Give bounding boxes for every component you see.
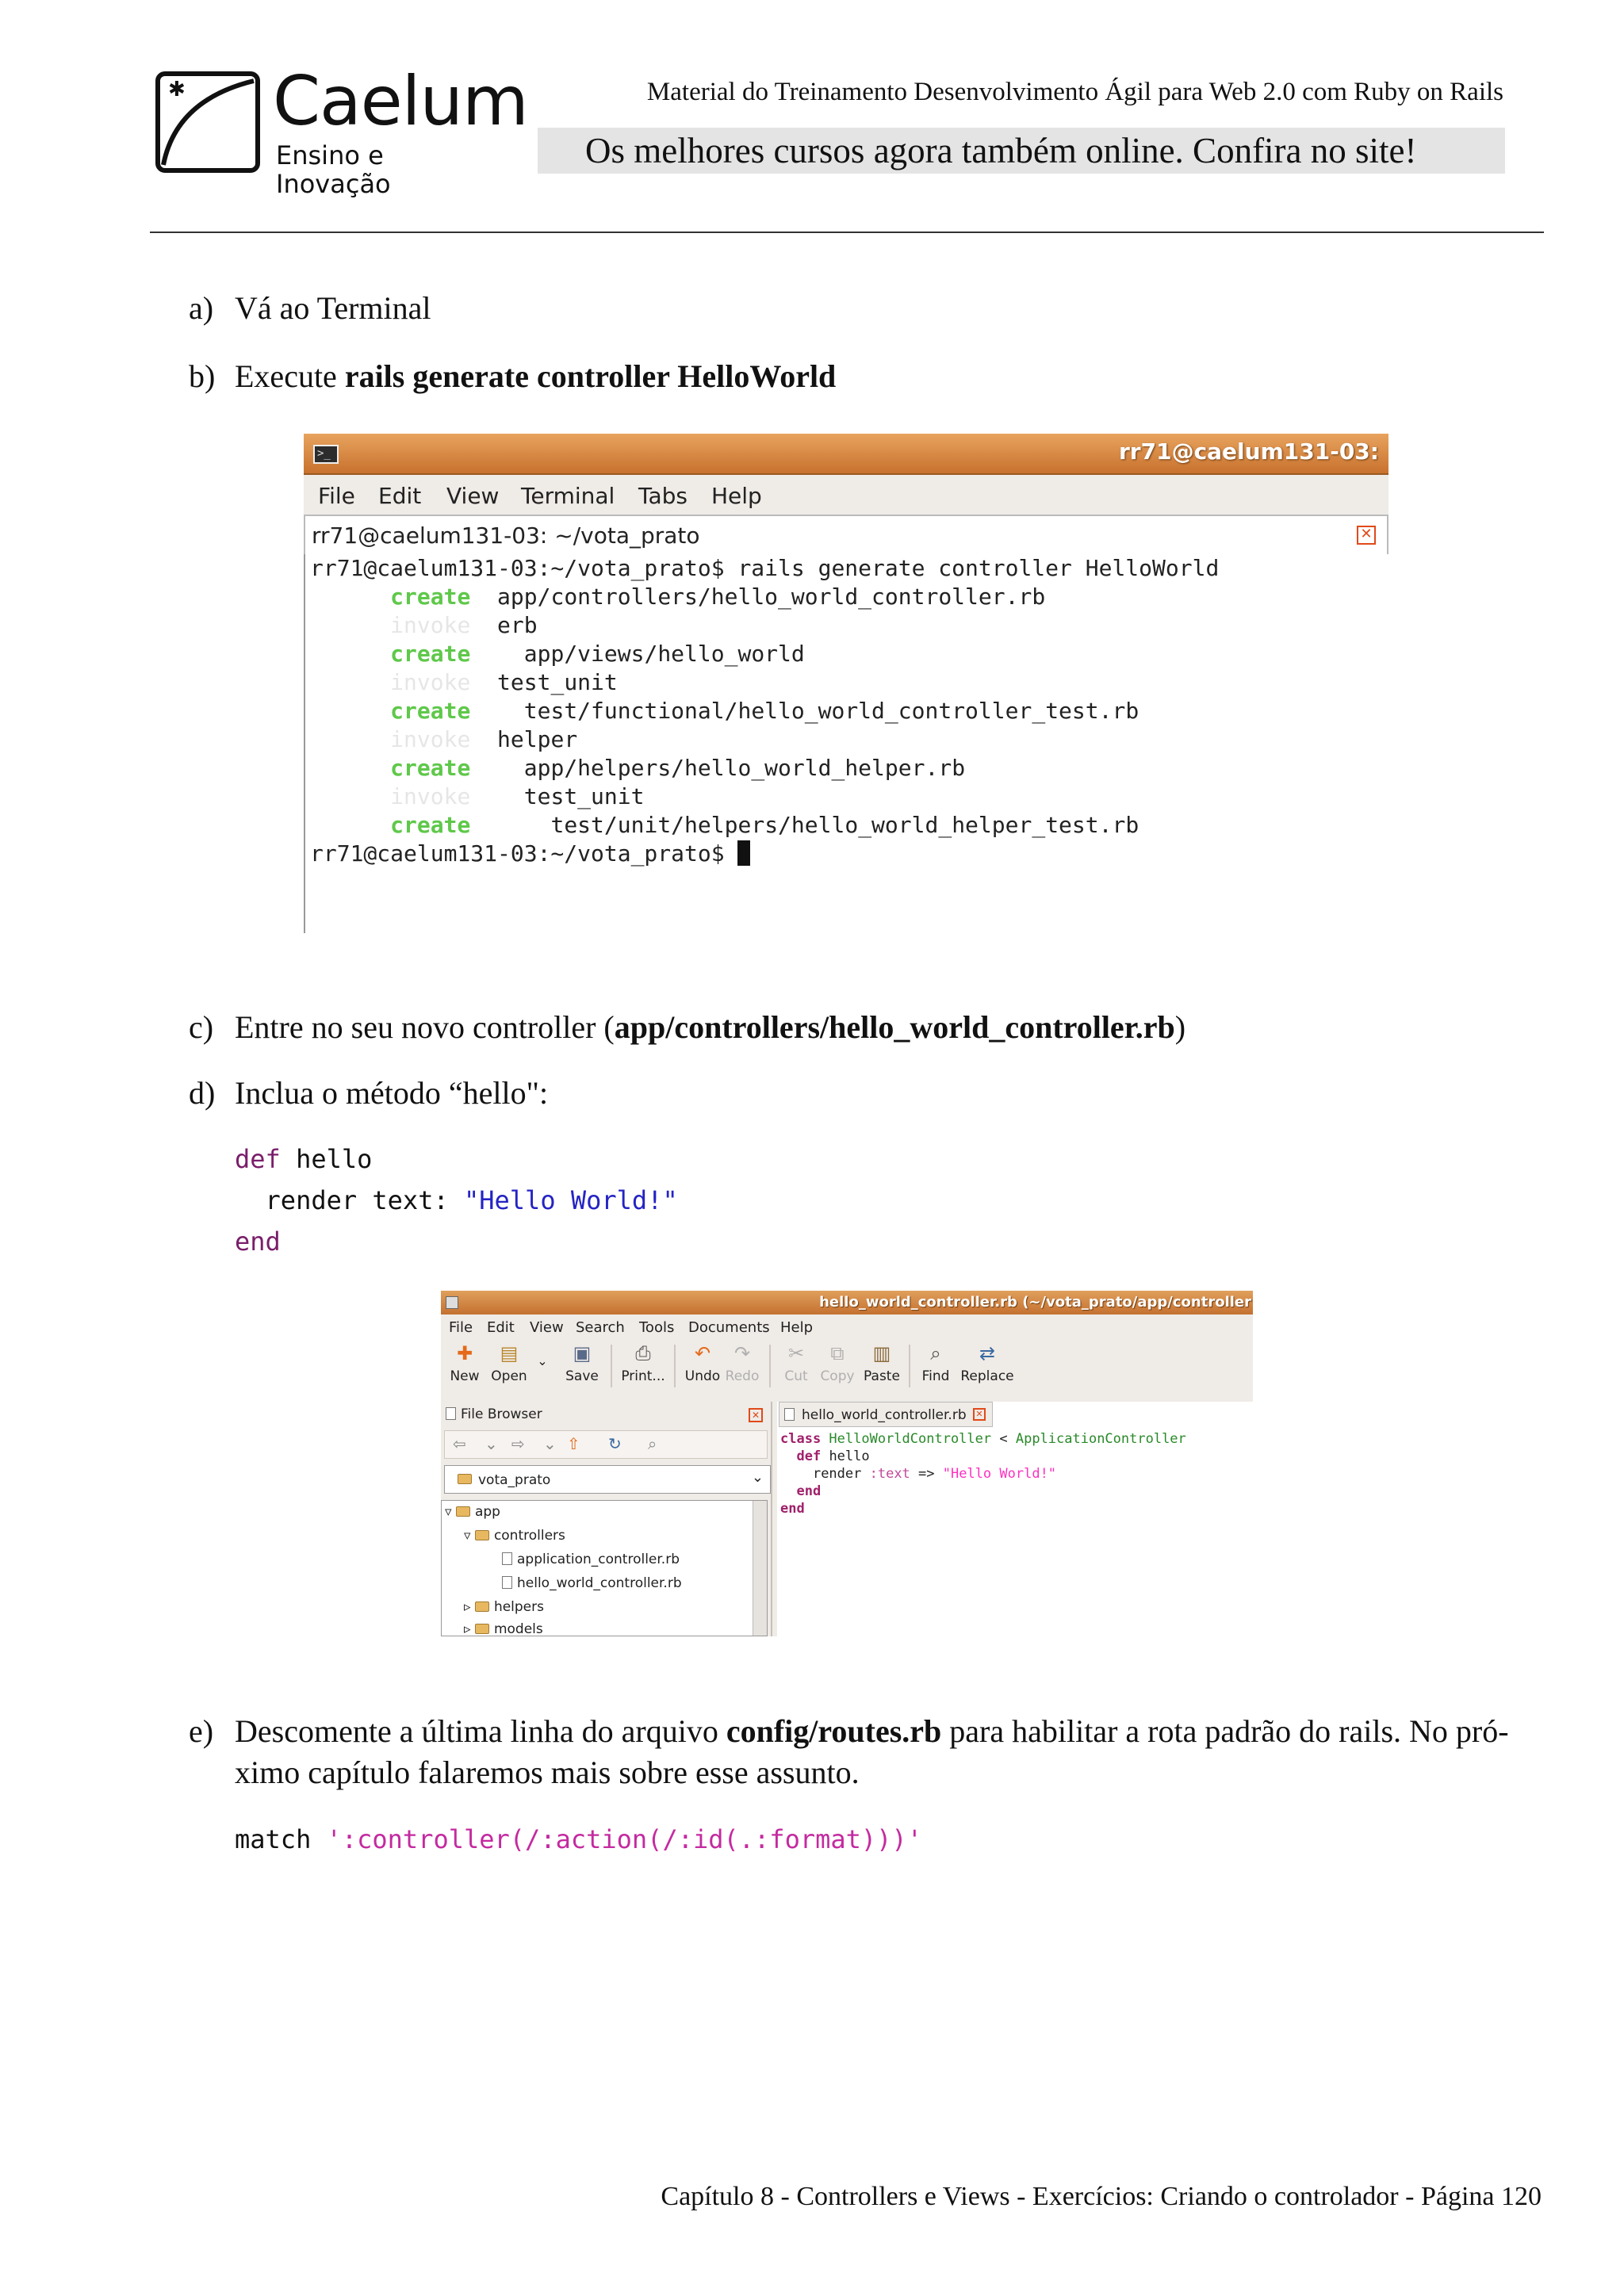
terminal-action: invoke (390, 783, 471, 809)
step-label: e) (189, 1713, 214, 1749)
step-text: Vá ao Terminal (235, 290, 431, 326)
chevron-down-icon[interactable]: ⌄ (485, 1434, 498, 1453)
editor-tab-title: hello_world_controller.rb (802, 1407, 967, 1423)
terminal-line (310, 754, 965, 783)
paste-button[interactable] (860, 1341, 904, 1391)
tree-item-label: helpers (493, 1599, 544, 1615)
menu-tabs[interactable]: Tabs (638, 483, 688, 509)
undo-icon: ↶ (694, 1342, 711, 1364)
open-button[interactable] (487, 1341, 531, 1391)
step-label: d) (189, 1075, 216, 1111)
header-course-title: Material do Treinamento Desenvolvimento Ágil para Web 2.0 com Ruby on Rails (646, 78, 1503, 106)
code-keyword: end (796, 1483, 822, 1499)
toolbar-label: Paste (864, 1368, 900, 1384)
gedit-titlebar (441, 1291, 1253, 1314)
chevron-down-icon: ⌄ (537, 1353, 548, 1368)
redo-button[interactable] (720, 1341, 764, 1391)
find-icon: ⌕ (930, 1342, 941, 1364)
gedit-screenshot (441, 1291, 1253, 1636)
up-icon[interactable]: ⇧ (567, 1434, 580, 1453)
step-label: c) (189, 1009, 214, 1045)
terminal-line (310, 697, 1139, 725)
terminal-action: create (390, 698, 471, 724)
step-path: app/controllers/hello_world_controller.rb (614, 1009, 1175, 1045)
terminal-line (310, 668, 618, 697)
code-keyword: end (780, 1501, 805, 1517)
filter-icon[interactable]: ⌕ (648, 1434, 657, 1453)
panel-title-text: File Browser (461, 1406, 542, 1422)
step-d (189, 1073, 548, 1114)
cursor (737, 840, 750, 866)
step-label: b) (189, 358, 216, 394)
toolbar-label: Redo (725, 1368, 760, 1384)
terminal-indent (470, 783, 523, 809)
terminal-action: create (390, 812, 471, 838)
menu-view[interactable]: View (530, 1319, 564, 1336)
logo-mark (155, 71, 260, 173)
toolbar-label: Save (565, 1368, 599, 1384)
terminal-screenshot (304, 434, 1388, 933)
expander-closed-icon: ▹ (464, 1599, 475, 1615)
menu-file[interactable]: File (449, 1319, 473, 1336)
star-icon: ✱ (168, 78, 186, 101)
toolbar-separator (674, 1345, 676, 1387)
terminal-path: test/unit/helpers/hello_world_helper_test.rb (550, 812, 1139, 838)
step-text: Execute (235, 358, 345, 394)
file-browser-nav (444, 1430, 768, 1459)
paste-icon: ▥ (872, 1342, 891, 1364)
file-tree (441, 1500, 768, 1636)
refresh-icon[interactable]: ↻ (608, 1434, 622, 1453)
terminal-prompt-line (310, 840, 750, 868)
close-icon[interactable]: ✕ (1357, 526, 1376, 545)
terminal-action: invoke (390, 726, 471, 752)
toolbar-label: New (450, 1368, 480, 1384)
open-recent-dropdown[interactable] (531, 1341, 550, 1391)
folder-icon (458, 1474, 472, 1484)
expander-open-icon: ▿ (445, 1504, 456, 1520)
close-icon[interactable]: ✕ (749, 1408, 763, 1422)
terminal-icon: >_ (313, 445, 339, 464)
new-button[interactable] (442, 1341, 487, 1391)
step-text-after: para habilitar a rota padrão do rails. No pró- (941, 1713, 1509, 1749)
toolbar-label: Open (491, 1368, 527, 1384)
terminal-indent (470, 584, 497, 610)
close-icon[interactable]: ✕ (973, 1408, 986, 1421)
code-string: ':controller(/:action(/:id(.:format)))' (326, 1824, 922, 1854)
redo-icon: ↷ (733, 1342, 751, 1364)
code-keyword: def (796, 1448, 822, 1464)
gedit-app-icon (446, 1296, 458, 1309)
terminal-indent (470, 612, 497, 638)
tree-item[interactable] (464, 1599, 544, 1615)
code-keyword: def (235, 1144, 281, 1174)
folder-selector-value: vota_prato (478, 1472, 551, 1488)
forward-icon[interactable]: ⇨ (511, 1434, 525, 1453)
code-operator: => (910, 1466, 943, 1482)
toolbar-label: Replace (960, 1368, 1014, 1384)
terminal-tab[interactable] (304, 515, 1388, 554)
tree-item-label: models (493, 1621, 543, 1636)
terminal-action: create (390, 641, 471, 667)
terminal-action: create (390, 584, 471, 610)
terminal-menubar (304, 475, 1388, 515)
terminal-path: app/views/hello_world (523, 641, 805, 667)
terminal-indent (470, 669, 497, 695)
step-label: a) (189, 290, 214, 326)
folder-icon (456, 1506, 470, 1517)
step-e-continuation: ximo capítulo falaremos mais sobre esse assunto. (235, 1755, 860, 1790)
code-text: hello (280, 1144, 373, 1174)
menu-terminal[interactable]: Terminal (521, 483, 615, 509)
menu-tools[interactable]: Tools (639, 1319, 675, 1336)
code-hello-line-3 (235, 1221, 281, 1262)
folder-icon (475, 1530, 489, 1540)
header-promo-text: Os melhores cursos agora também online. Confira no site! (585, 131, 1417, 170)
back-icon[interactable]: ⇦ (453, 1434, 466, 1453)
tree-item[interactable] (502, 1575, 682, 1591)
terminal-title: rr71@caelum131-03: (1118, 438, 1379, 465)
terminal-titlebar (304, 434, 1388, 475)
open-icon: ▤ (500, 1342, 519, 1364)
tree-item-label: app (474, 1504, 500, 1520)
tree-item[interactable] (464, 1621, 543, 1636)
logo-tagline: Ensino e Inovação (276, 140, 391, 199)
print-button[interactable] (617, 1341, 669, 1391)
terminal-line (310, 811, 1139, 840)
find-button[interactable] (914, 1341, 958, 1391)
terminal-path: erb (497, 612, 538, 638)
terminal-indent (470, 726, 497, 752)
menu-edit[interactable]: Edit (378, 483, 422, 509)
code-hello-line-2 (235, 1180, 678, 1221)
code-text: hello (821, 1448, 870, 1464)
terminal-indent (470, 755, 523, 781)
step-b (189, 356, 836, 397)
step-e (189, 1711, 1509, 1752)
caelum-logo (155, 62, 528, 199)
print-icon: ⎙ (635, 1342, 651, 1364)
gedit-title: hello_world_controller.rb (~/vota_prato/app/controller (819, 1294, 1251, 1311)
code-hello-line-1 (235, 1138, 372, 1180)
terminal-action: create (390, 755, 471, 781)
step-path: config/routes.rb (726, 1713, 942, 1749)
file-icon (784, 1408, 795, 1421)
folder-selector[interactable] (444, 1465, 771, 1494)
code-operator: < (991, 1431, 1016, 1447)
terminal-line (310, 583, 1045, 611)
file-browser-icon (446, 1407, 456, 1420)
header-divider (150, 232, 1544, 233)
toolbar-label: Find (921, 1368, 950, 1384)
file-icon (502, 1552, 512, 1565)
step-text: Descomente a última linha do arquivo (235, 1713, 726, 1749)
menu-edit[interactable]: Edit (487, 1319, 515, 1336)
terminal-indent (470, 812, 550, 838)
menu-documents[interactable]: Documents (688, 1319, 770, 1336)
chevron-down-icon[interactable]: ⌄ (543, 1434, 557, 1453)
terminal-tab-title: rr71@caelum131-03: ~/vota_prato (312, 522, 700, 549)
terminal-line (310, 783, 644, 811)
undo-button[interactable] (680, 1341, 725, 1391)
cut-button[interactable] (774, 1341, 818, 1391)
terminal-action: invoke (390, 669, 471, 695)
new-icon: ✚ (456, 1342, 473, 1364)
toolbar-separator (611, 1345, 612, 1387)
code-keyword: class (780, 1431, 822, 1447)
terminal-action: invoke (390, 612, 471, 638)
tree-item[interactable] (464, 1528, 565, 1544)
tree-item-label: controllers (493, 1528, 565, 1544)
step-command: rails generate controller HelloWorld (344, 358, 837, 394)
editor-pane (777, 1402, 1253, 1636)
terminal-path: helper (497, 726, 578, 752)
code-routes (235, 1819, 922, 1860)
step-text-after: ) (1174, 1009, 1186, 1045)
file-icon (502, 1576, 512, 1589)
terminal-path: test_unit (497, 669, 618, 695)
code-keyword: end (235, 1226, 281, 1257)
tree-item-label: application_controller.rb (517, 1552, 680, 1567)
chevron-down-icon: ⌄ (751, 1469, 764, 1486)
terminal-path: test/functional/hello_world_controller_test.rb (523, 698, 1139, 724)
terminal-indent (470, 641, 523, 667)
toolbar-label: Undo (684, 1368, 721, 1384)
toolbar-label: Print... (621, 1368, 665, 1384)
terminal-prompt: rr71@caelum131-03:~/vota_prato$ (310, 840, 738, 867)
cut-icon: ✂ (787, 1342, 805, 1364)
folder-icon (475, 1601, 489, 1612)
expander-closed-icon: ▹ (464, 1621, 475, 1636)
code-string: "Hello World!" (463, 1185, 678, 1215)
tree-item-label: hello_world_controller.rb (517, 1575, 682, 1591)
editor-code[interactable] (780, 1430, 1186, 1517)
logo-name: Caelum (273, 62, 528, 141)
terminal-command-line: rr71@caelum131-03:~/vota_prato$ rails generate controller HelloWorld (310, 555, 1220, 581)
tree-item[interactable] (445, 1504, 500, 1520)
terminal-output (304, 554, 1388, 933)
editor-tab[interactable] (779, 1402, 993, 1427)
terminal-path: app/helpers/hello_world_helper.rb (523, 755, 966, 781)
terminal-indent (470, 698, 523, 724)
code-string: "Hello World!" (942, 1466, 1057, 1482)
copy-icon: ⧉ (830, 1342, 845, 1364)
code-constant: ApplicationController (1015, 1431, 1186, 1447)
code-constant: HelloWorldController (821, 1431, 992, 1447)
terminal-path: test_unit (523, 783, 645, 809)
gedit-menubar (441, 1314, 1253, 1340)
folder-icon (475, 1624, 489, 1634)
terminal-line (310, 725, 577, 754)
file-browser-title (446, 1406, 542, 1422)
toolbar-label: Cut (784, 1368, 808, 1384)
expander-open-icon: ▿ (464, 1528, 475, 1544)
page-footer: Capítulo 8 - Controllers e Views - Exercícios: Criando o controlador - Página 120 (661, 2182, 1542, 2211)
toolbar-separator (909, 1345, 910, 1387)
replace-button[interactable] (959, 1341, 1015, 1391)
file-browser-panel (441, 1402, 772, 1636)
code-text: render text: (235, 1185, 464, 1215)
replace-icon: ⇄ (979, 1342, 996, 1364)
step-c (189, 1007, 1185, 1048)
menu-help[interactable]: Help (780, 1319, 814, 1336)
copy-button[interactable] (815, 1341, 860, 1391)
step-text: Inclua o método “hello": (235, 1075, 549, 1111)
menu-view[interactable]: View (446, 483, 500, 509)
code-symbol: :text (869, 1466, 910, 1482)
step-a (189, 288, 431, 329)
terminal-path: app/controllers/hello_world_controller.rb (497, 584, 1046, 610)
save-button[interactable] (560, 1341, 604, 1391)
step-text: Entre no seu novo controller ( (235, 1009, 615, 1045)
terminal-line (310, 611, 538, 640)
toolbar-label: Copy (820, 1368, 855, 1384)
menu-help[interactable]: Help (711, 483, 762, 509)
tree-item[interactable] (502, 1552, 680, 1567)
menu-file[interactable]: File (318, 483, 355, 509)
terminal-line (310, 640, 805, 668)
menu-search[interactable]: Search (576, 1319, 625, 1336)
code-text: render (812, 1466, 870, 1482)
scrollbar[interactable] (753, 1501, 767, 1636)
toolbar-separator (769, 1345, 771, 1387)
code-text: match (235, 1824, 327, 1854)
save-icon: ▣ (573, 1342, 592, 1364)
